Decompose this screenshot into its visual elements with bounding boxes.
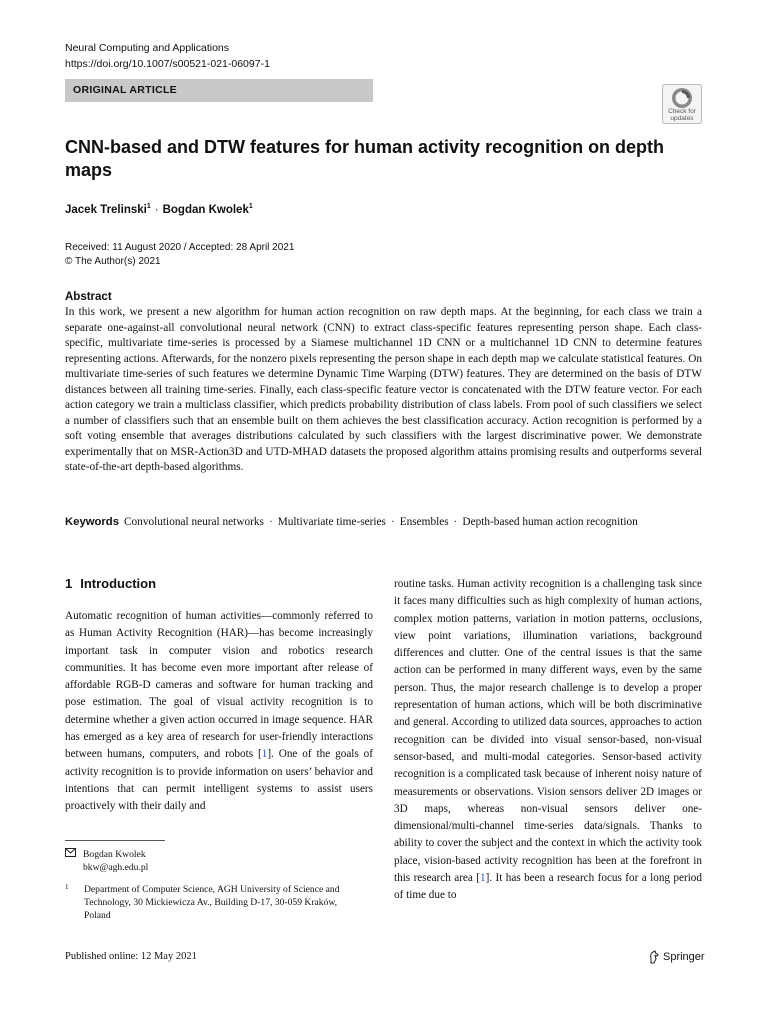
footnote-divider bbox=[65, 840, 165, 841]
body-text: Automatic recognition of human activities—commonly referred to as Human Activity Recognition (HAR)—has become increasingly important task in computer vision and robotics research communities. It has become even more important after release of affordable RGB-D cameras and software for human tracking and pose estimation. The goal of visual activity recognition is to determine whether a given action occurred in image sequence. HAR has emerged as a key area of research for user-friendly interactions between humans, computers, and robots [ bbox=[65, 610, 373, 761]
check-updates-icon bbox=[671, 87, 693, 109]
affiliation-mark: 1 bbox=[146, 203, 151, 210]
contact-email[interactable]: bkw@agh.edu.pl bbox=[83, 862, 149, 873]
contact-name: Bogdan Kwolek bbox=[83, 849, 146, 860]
springer-horse-icon bbox=[648, 950, 660, 964]
keywords bbox=[65, 516, 715, 528]
article-type-banner: ORIGINAL ARTICLE bbox=[65, 79, 373, 102]
corresponding-author-note bbox=[65, 848, 148, 874]
keyword: Convolutional neural networks bbox=[124, 516, 264, 528]
article-dates bbox=[65, 241, 294, 269]
keyword-separator: · bbox=[390, 516, 395, 528]
body-text: routine tasks. Human activity recognition is a challenging task since it faces many difficulties such as high complexity of human actions, complex motion patterns, variation in motion patterns, occlusions, view point variations, illumination variations, background differences and clutter. One of the central issues is that the same action can be performed in many different ways, even by the same person. Thus, the major research challenge is to develop a proper representation of human actions, which will be both discriminative and general. According to utilized data sources, approaches to action recognition can be divided into visual sensor-based, non-visual sensor-based, and multi-modal categories. Sensor-based activity recognition is a complicated task because of inherent noisy nature of measurements or observations. Vision sensors deliver 2D images or 3D maps, whereas non-visual sensors deliver one-dimensional/multi-channel time-series data/signals. Thanks to ability to cover the subject and the context in which the activity took place, vision-based activity recognition has been at the forefront in this research area [ bbox=[394, 578, 702, 885]
received-accepted-dates: Received: 11 August 2020 / Accepted: 28 April 2021 bbox=[65, 242, 295, 253]
check-for-updates-badge[interactable] bbox=[662, 84, 702, 124]
keyword-separator: · bbox=[268, 516, 273, 528]
publisher-logo bbox=[648, 950, 705, 964]
keywords-label: Keywords bbox=[65, 516, 119, 528]
journal-info bbox=[65, 40, 270, 72]
keyword: Multivariate time-series bbox=[277, 516, 386, 528]
copyright-notice: © The Author(s) 2021 bbox=[65, 256, 161, 267]
section-title: Introduction bbox=[80, 576, 157, 591]
keyword: Ensembles bbox=[399, 516, 449, 528]
author-separator: · bbox=[154, 203, 159, 216]
badge-label-2: updates bbox=[670, 114, 694, 122]
author-list bbox=[65, 203, 253, 216]
article-title: CNN-based and DTW features for human activity recognition on depth maps bbox=[65, 137, 665, 180]
body-text: ]. One of the goals of activity recognition is to provide information on users’ behavior and intentions that can permit intelligent systems to assist users proactively with their daily and bbox=[65, 748, 373, 813]
keyword: Depth-based human action recognition bbox=[462, 516, 638, 528]
abstract-heading: Abstract bbox=[65, 291, 112, 303]
section-heading-introduction bbox=[65, 576, 156, 591]
affiliation-number: 1 bbox=[65, 883, 69, 891]
affiliation-text: Department of Computer Science, AGH University of Science and Technology, 30 Mickiewicza Av., Building D-17, 30-059 Kraków, Poland bbox=[84, 884, 340, 921]
affiliation-mark: 1 bbox=[248, 203, 253, 210]
citation-link[interactable]: 1 bbox=[480, 872, 486, 885]
abstract-text: In this work, we present a new algorithm for human action recognition on raw depth maps. At the beginning, for each class we train a separate one-against-all convolutional neural network (CNN) to extract class-specific features representing person shape. Each class-specific, multivariate time-series is processed by a Siamese multichannel 1D CNN or a multichannel 1D CNN to determine features representing actions. Afterwards, for the nonzero pixels representing the person shape in each depth map we calculate statistical features. On multivariate time-series of such features we determine Dynamic Time Warping (DTW) features. They are determined on the basis of DTW distances between all training time-series. Finally, each class-specific feature vector is concatenated with the DTW feature vector. For each action category we train a multiclass classifier, which predicts probability distribution of class labels. From pool of such classifiers we select a number of classifiers such that an ensemble built on them achieves the best classification accuracy. Action recognition is performed by a soft voting ensemble that averages distributions calculated by such classifiers with the largest discriminative power. We demonstrate experimentally that on MSR-Action3D and UTD-MHAD datasets the proposed algorithm attains promising results and outperforms several state-of-the-art depth-based algorithms. bbox=[65, 306, 702, 473]
journal-name: Neural Computing and Applications bbox=[65, 42, 230, 54]
doi-link[interactable]: https://doi.org/10.1007/s00521-021-06097-1 bbox=[65, 58, 270, 70]
introduction-right-column bbox=[394, 576, 702, 905]
published-date: Published online: 12 May 2021 bbox=[65, 951, 197, 962]
envelope-icon bbox=[65, 848, 77, 861]
author-name[interactable]: Jacek Trelinski bbox=[65, 203, 147, 216]
introduction-left-column bbox=[65, 608, 373, 816]
author-name[interactable]: Bogdan Kwolek bbox=[162, 203, 249, 216]
publisher-name: Springer bbox=[663, 951, 705, 963]
citation-link[interactable]: 1 bbox=[261, 748, 268, 761]
section-number: 1 bbox=[65, 576, 73, 591]
keyword-separator: · bbox=[453, 516, 458, 528]
badge-label-1: Check for bbox=[668, 108, 696, 115]
body-text: ]. It has been a research focus for a long period of time due to bbox=[394, 872, 702, 902]
